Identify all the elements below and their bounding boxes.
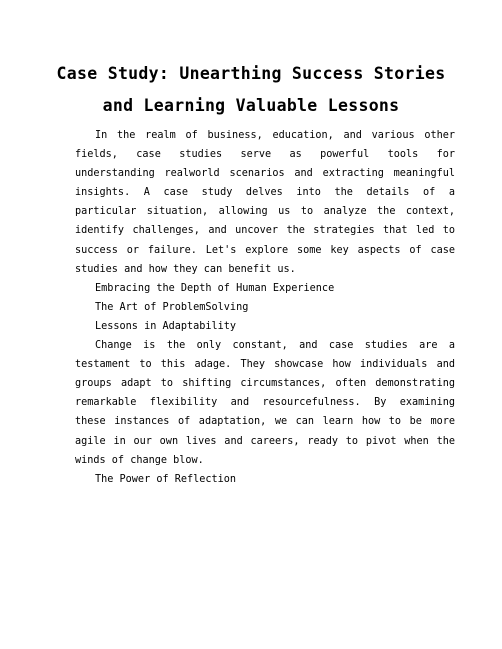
document-title-line-1: Case Study: Unearthing Success Stories (56, 64, 446, 83)
section-heading-reflection: The Power of Reflection (95, 473, 237, 485)
adaptability-paragraph: Change is the only constant, and case studies are a testament to this adage. They showcase how individuals and groups adapt to shifting circumstances, often demonstrating remarkable flexibility and resourcefulness. By examining these instances of adaptation, we can learn how to be more agile in our own lives and careers, ready to pivot when the winds of change blow. (75, 340, 455, 466)
section-heading-problem-solving: The Art of ProblemSolving (95, 301, 249, 313)
section-heading-human-experience: Embracing the Depth of Human Experience (95, 282, 335, 294)
document-body (75, 126, 455, 489)
document-title-line-2: and Learning Valuable Lessons (102, 96, 400, 115)
section-heading-adaptability: Lessons in Adaptability (95, 320, 237, 332)
intro-paragraph: In the realm of business, education, and various other fields, case studies serve as powerful tools for understanding realworld scenarios and extracting meaningful insights. A case study delves into the details of a particular situation, allowing us to analyze the context, identify challenges, and uncover the strategies that led to success or failure. Let's explore some key aspects of case studies and how they can benefit us. (75, 130, 455, 275)
